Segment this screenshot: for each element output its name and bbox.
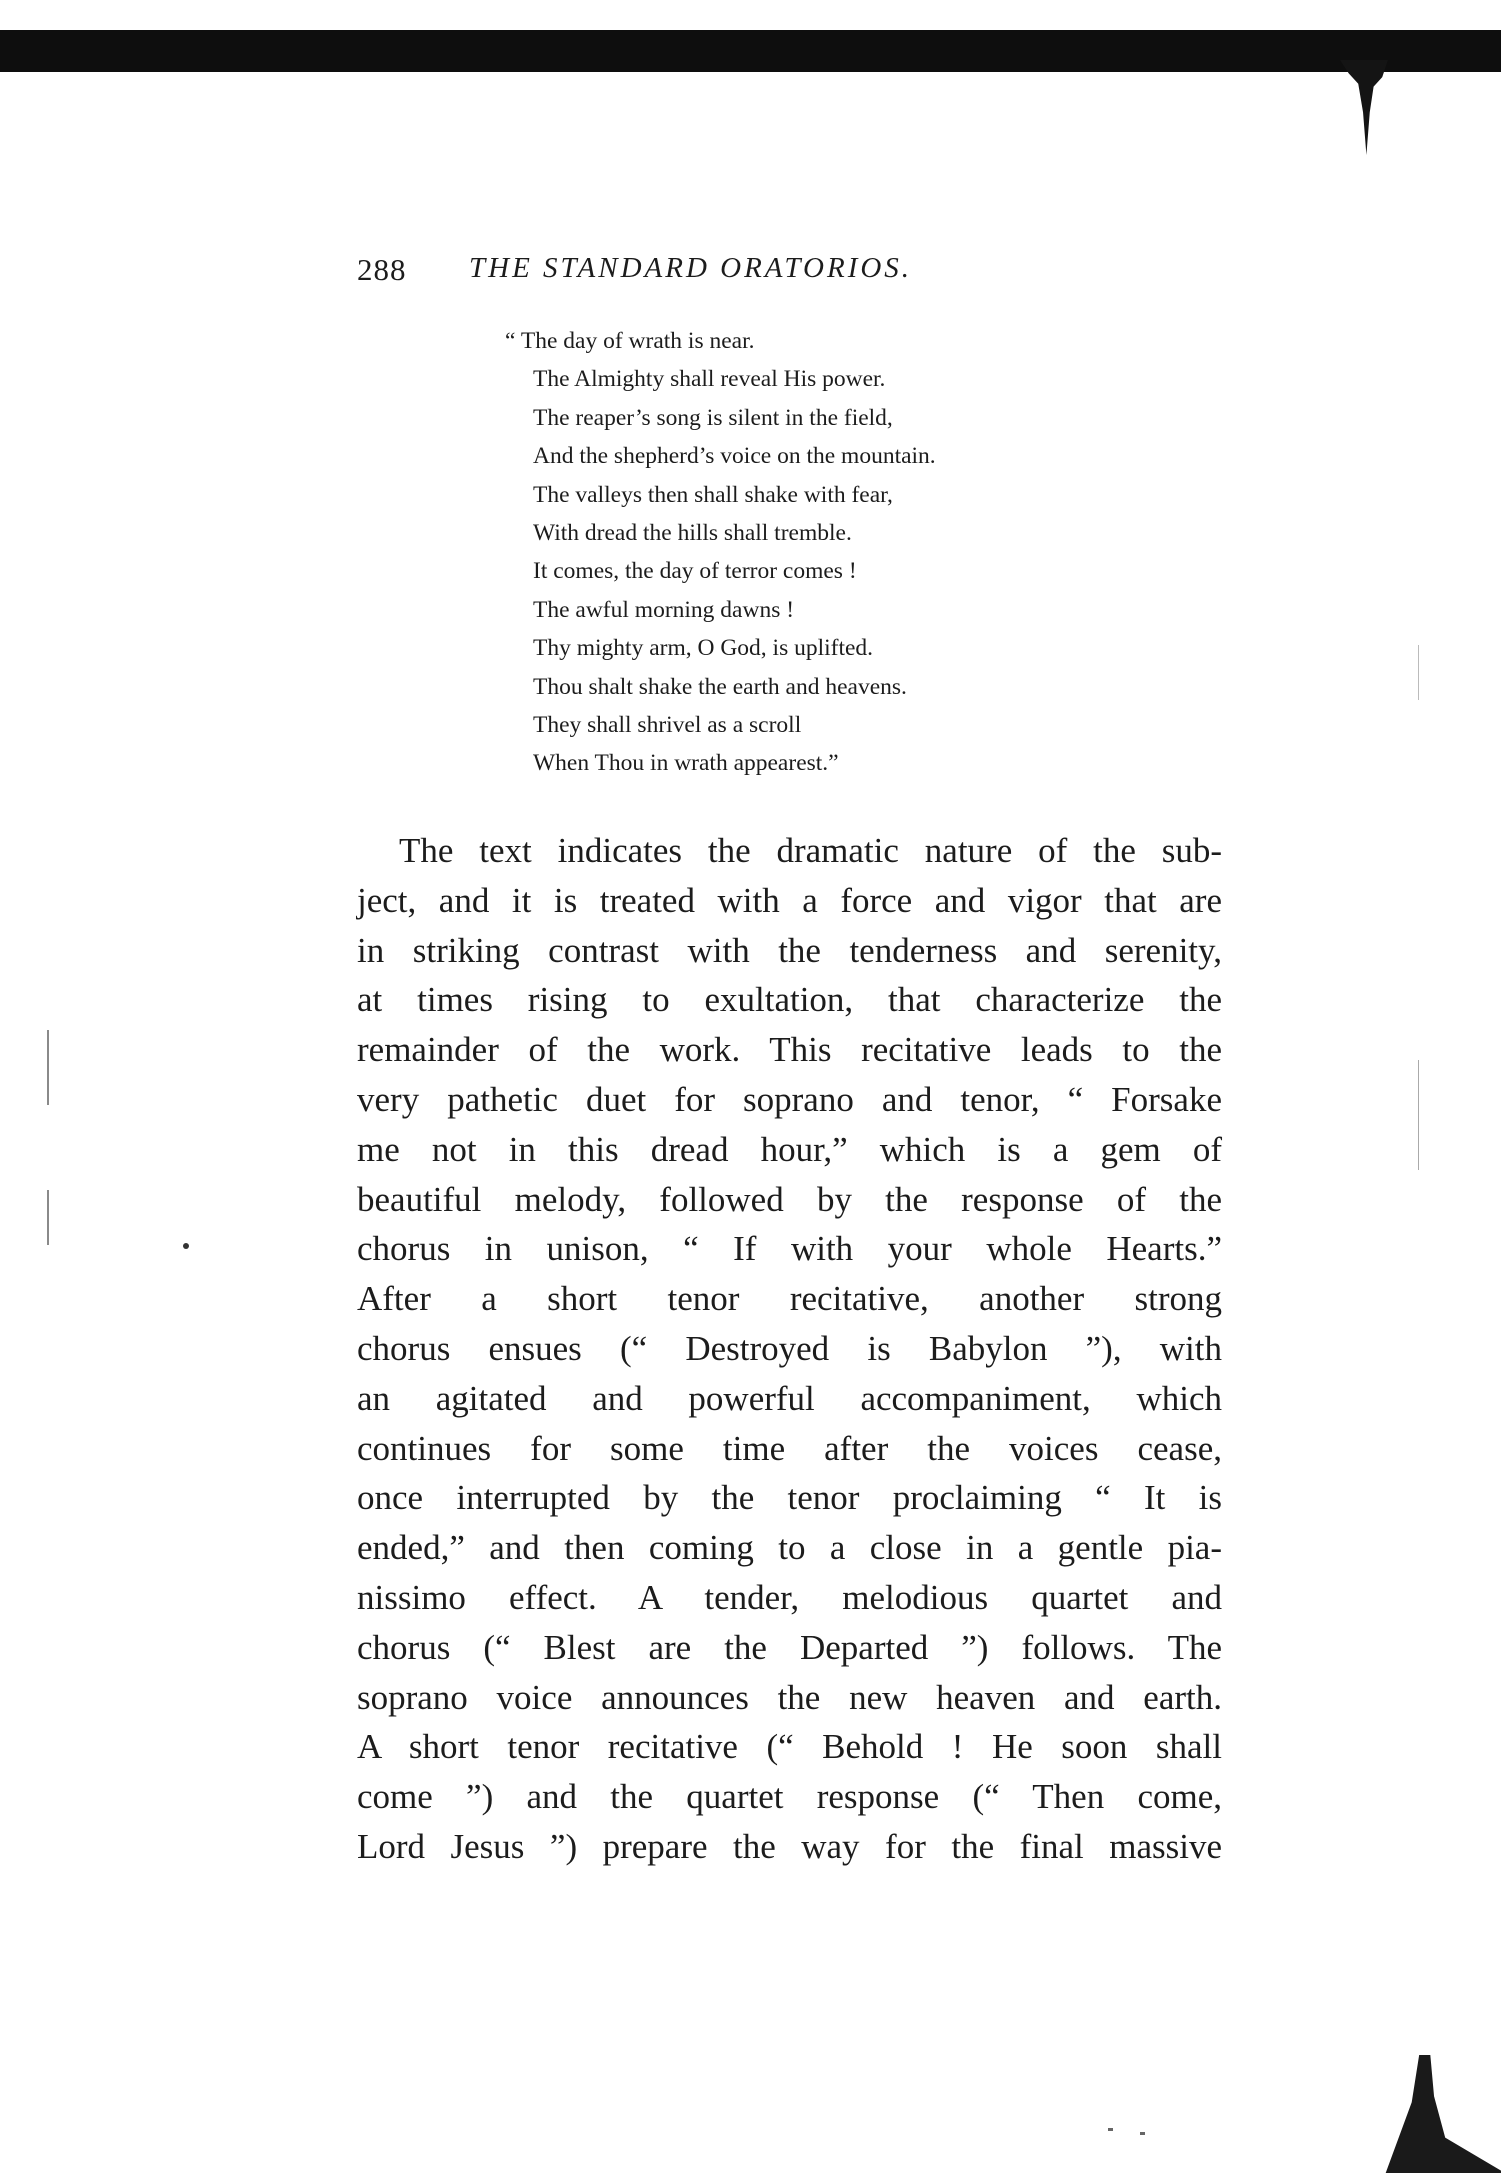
paragraph-line: The text indicates the dramatic nature of the sub- — [399, 831, 1222, 870]
page-number: 288 — [357, 252, 407, 287]
poem-line: The reaper’s song is silent in the field, — [533, 404, 893, 431]
paragraph-line: chorus ensues (“ Destroyed is Babylon ”), with — [357, 1328, 1222, 1368]
paragraph-line: A short tenor recitative (“ Behold ! He soon shall — [357, 1727, 1222, 1767]
poem-line: The awful morning dawns ! — [533, 596, 795, 623]
paragraph-line: in striking contrast with the tenderness and serenity, — [357, 930, 1222, 970]
poem-line: And the shepherd’s voice on the mountain. — [533, 443, 936, 470]
paragraph-line: chorus (“ Blest are the Departed ”) follows. The — [357, 1627, 1222, 1667]
poem-line: They shall shrivel as a scroll — [533, 711, 802, 738]
paragraph-line: very pathetic duet for soprano and tenor, “ Forsake — [357, 1079, 1222, 1119]
paragraph-line: continues for some time after the voices cease, — [357, 1428, 1222, 1468]
paragraph-line: an agitated and powerful accompaniment, which — [357, 1378, 1222, 1418]
paragraph-line: nissimo effect. A tender, melodious quartet and — [357, 1577, 1222, 1617]
poem-line: “ The day of wrath is near. — [505, 328, 755, 354]
paragraph-line: After a short tenor recitative, another strong — [357, 1279, 1222, 1319]
poem-line: With dread the hills shall tremble. — [533, 519, 852, 546]
ink-blot-mark — [1315, 2055, 1501, 2173]
poem-line: Thou shalt shake the earth and heavens. — [533, 673, 907, 700]
paragraph-line: ject, and it is treated with a force and vigor that are — [357, 880, 1222, 920]
left-margin-dot — [183, 1243, 189, 1249]
body-paragraph — [357, 826, 1222, 1872]
right-margin-mark — [1418, 645, 1419, 700]
paragraph-line: come ”) and the quartet response (“ Then come, — [357, 1777, 1222, 1817]
scan-speck — [1140, 2132, 1145, 2135]
paragraph-line: me not in this dread hour,” which is a gem of — [357, 1129, 1222, 1169]
right-margin-mark — [1418, 1060, 1419, 1170]
page-header — [357, 252, 1217, 302]
poem-line: When Thou in wrath appearest.” — [533, 750, 839, 777]
ink-drip-mark — [1340, 60, 1388, 155]
paragraph-line: Lord Jesus ”) prepare the way for the final massive — [357, 1826, 1222, 1866]
paragraph-line: soprano voice announces the new heaven and earth. — [357, 1677, 1222, 1717]
left-margin-mark — [47, 1030, 49, 1105]
paragraph-line: remainder of the work. This recitative leads to the — [357, 1030, 1222, 1070]
paragraph-line: at times rising to exultation, that characterize the — [357, 980, 1222, 1020]
running-title: THE STANDARD ORATORIOS. — [469, 252, 913, 284]
scan-specks — [1108, 2128, 1168, 2136]
poem-line: The valleys then shall shake with fear, — [533, 481, 893, 508]
poem-line: Thy mighty arm, O God, is uplifted. — [533, 635, 874, 662]
paragraph-line: ended,” and then coming to a close in a gentle pia- — [357, 1528, 1222, 1568]
paragraph-line: once interrupted by the tenor proclaiming “ It is — [357, 1478, 1222, 1518]
poem-line: It comes, the day of terror comes ! — [533, 558, 857, 585]
left-margin-mark — [47, 1190, 49, 1245]
scan-speck — [1108, 2128, 1113, 2131]
poem-block — [505, 322, 1205, 783]
paragraph-line: beautiful melody, followed by the response of the — [357, 1179, 1222, 1219]
poem-line: The Almighty shall reveal His power. — [533, 366, 886, 393]
paragraph-line: chorus in unison, “ If with your whole Hearts.” — [357, 1229, 1222, 1269]
scan-top-border — [0, 30, 1501, 72]
